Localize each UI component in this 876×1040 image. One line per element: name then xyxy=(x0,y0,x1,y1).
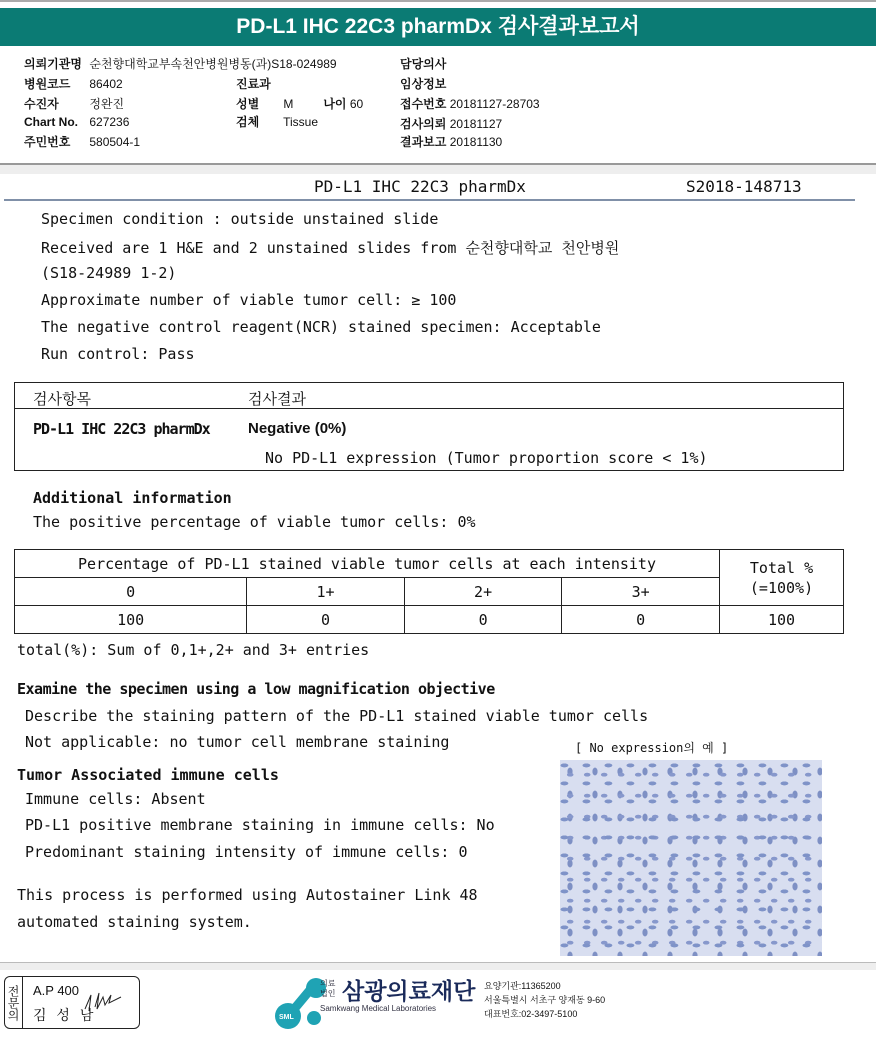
label: 검사의뢰 xyxy=(400,117,447,131)
additional-text: The positive percentage of viable tumor cells: 0% xyxy=(33,513,476,531)
specimen-line: Received are 1 H&E and 2 unstained slides from 순천향대학교 천안병원 xyxy=(41,239,620,257)
chart-no: 627236 xyxy=(89,115,130,129)
label: 결과보고 xyxy=(400,135,447,149)
process-line: automated staining system. xyxy=(17,913,252,931)
total-header xyxy=(720,550,844,606)
table-caption: Percentage of PD-L1 stained viable tumor cells at each intensity xyxy=(15,550,720,578)
specimen-line: Run control: Pass xyxy=(41,345,195,363)
label: 주민번호 xyxy=(24,135,71,149)
tissue-image xyxy=(560,760,822,956)
result-header-item: 검사항목 xyxy=(33,390,91,408)
label: 진료과 xyxy=(236,77,271,91)
specimen-line: Approximate number of viable tumor cell: ≥ 100 xyxy=(41,291,457,309)
total-header-line1: Total % xyxy=(749,558,814,577)
divider-band xyxy=(0,962,876,970)
label: 담당의사 xyxy=(400,57,447,71)
divider-band xyxy=(0,165,876,174)
pathologist-stamp xyxy=(4,976,140,1029)
institution: 순천향대학교부속천안병원병동(과)S18-024989 xyxy=(89,57,337,71)
table-note: total(%): Sum of 0,1+,2+ and 3+ entries xyxy=(17,641,370,659)
column-header: 3+ xyxy=(562,578,720,606)
request-date: 20181127 xyxy=(449,117,503,131)
examine-title: Examine the specimen using a low magnification objective xyxy=(17,680,495,698)
label: 검체 xyxy=(236,115,260,129)
id-no: 580504-1 xyxy=(89,135,141,149)
label: 나이 xyxy=(323,97,347,111)
immune-line: Immune cells: Absent xyxy=(25,790,206,808)
cell: 100 xyxy=(15,606,247,634)
image-caption: [ No expression의 예 ] xyxy=(575,741,729,755)
column-header: 2+ xyxy=(404,578,562,606)
label: Chart No. xyxy=(24,115,78,129)
total-header-line2: (=100%) xyxy=(749,578,814,597)
specimen: Tissue xyxy=(283,115,319,129)
label: 병원코드 xyxy=(24,77,71,91)
label: 수진자 xyxy=(24,97,59,111)
report-title: PD-L1 IHC 22C3 pharmDx 검사결과보고서 xyxy=(0,8,876,46)
immune-title: Tumor Associated immune cells xyxy=(17,766,279,784)
case-number: S2018-148713 xyxy=(686,177,802,196)
additional-title: Additional information xyxy=(33,489,232,507)
examine-line: Not applicable: no tumor cell membrane staining xyxy=(25,733,450,751)
cell: 0 xyxy=(562,606,720,634)
result-value: Negative (0%) xyxy=(248,420,347,437)
stamp-label: 전문의 xyxy=(5,977,23,1028)
stamp-code: A.P 400 xyxy=(33,983,80,998)
header-underline xyxy=(4,199,855,201)
column-header: 1+ xyxy=(247,578,405,606)
org-address: 서울특별시 서초구 양재동 9-60 xyxy=(484,995,606,1005)
result-item: PD-L1 IHC 22C3 pharmDx xyxy=(33,420,210,438)
age: 60 xyxy=(349,97,364,111)
column-header: 0 xyxy=(15,578,247,606)
specimen-line: Specimen condition : outside unstained slide xyxy=(41,210,439,228)
result-header-result: 검사결과 xyxy=(248,390,306,408)
sex: M xyxy=(283,97,294,111)
org-code: 요양기관:11365200 xyxy=(484,981,561,991)
intensity-table xyxy=(14,549,844,634)
result-note: No PD-L1 expression (Tumor proportion score < 1%) xyxy=(265,449,708,467)
cell: 0 xyxy=(247,606,405,634)
svg-text:SML: SML xyxy=(279,1014,294,1021)
immune-line: PD-L1 positive membrane staining in immune cells: No xyxy=(25,816,495,834)
org-phone: 대표번호:02-3497-5100 xyxy=(484,1009,578,1019)
process-line: This process is performed using Autostainer Link 48 xyxy=(17,886,478,904)
org-name: 삼광의료재단 xyxy=(342,978,476,1004)
cell: 0 xyxy=(404,606,562,634)
label: 임상정보 xyxy=(400,77,447,91)
patient-name: 정완진 xyxy=(89,97,125,111)
examine-line: Describe the staining pattern of the PD-L1 stained viable tumor cells xyxy=(25,707,649,725)
total-cell: 100 xyxy=(720,606,844,634)
org-type: 의료법인 xyxy=(320,979,336,998)
label: 성별 xyxy=(236,97,260,111)
specimen-line: The negative control reagent(NCR) stained specimen: Acceptable xyxy=(41,318,601,336)
result-box xyxy=(14,382,844,471)
test-name: PD-L1 IHC 22C3 pharmDx xyxy=(314,177,526,196)
receipt-no: 20181127-28703 xyxy=(449,97,540,111)
signature-icon xyxy=(83,987,123,1017)
label: 의뢰기관명 xyxy=(24,57,82,71)
report-date: 20181130 xyxy=(449,135,503,149)
immune-line: Predominant staining intensity of immune cells: 0 xyxy=(25,843,468,861)
stamp-name: 김 성 남 xyxy=(33,1007,97,1023)
org-english-name: Samkwang Medical Laboratories xyxy=(320,1004,437,1013)
hospital-code: 86402 xyxy=(89,77,123,91)
specimen-line: (S18-24989 1-2) xyxy=(41,264,177,282)
top-border xyxy=(0,0,876,2)
label: 접수번호 xyxy=(400,97,447,111)
